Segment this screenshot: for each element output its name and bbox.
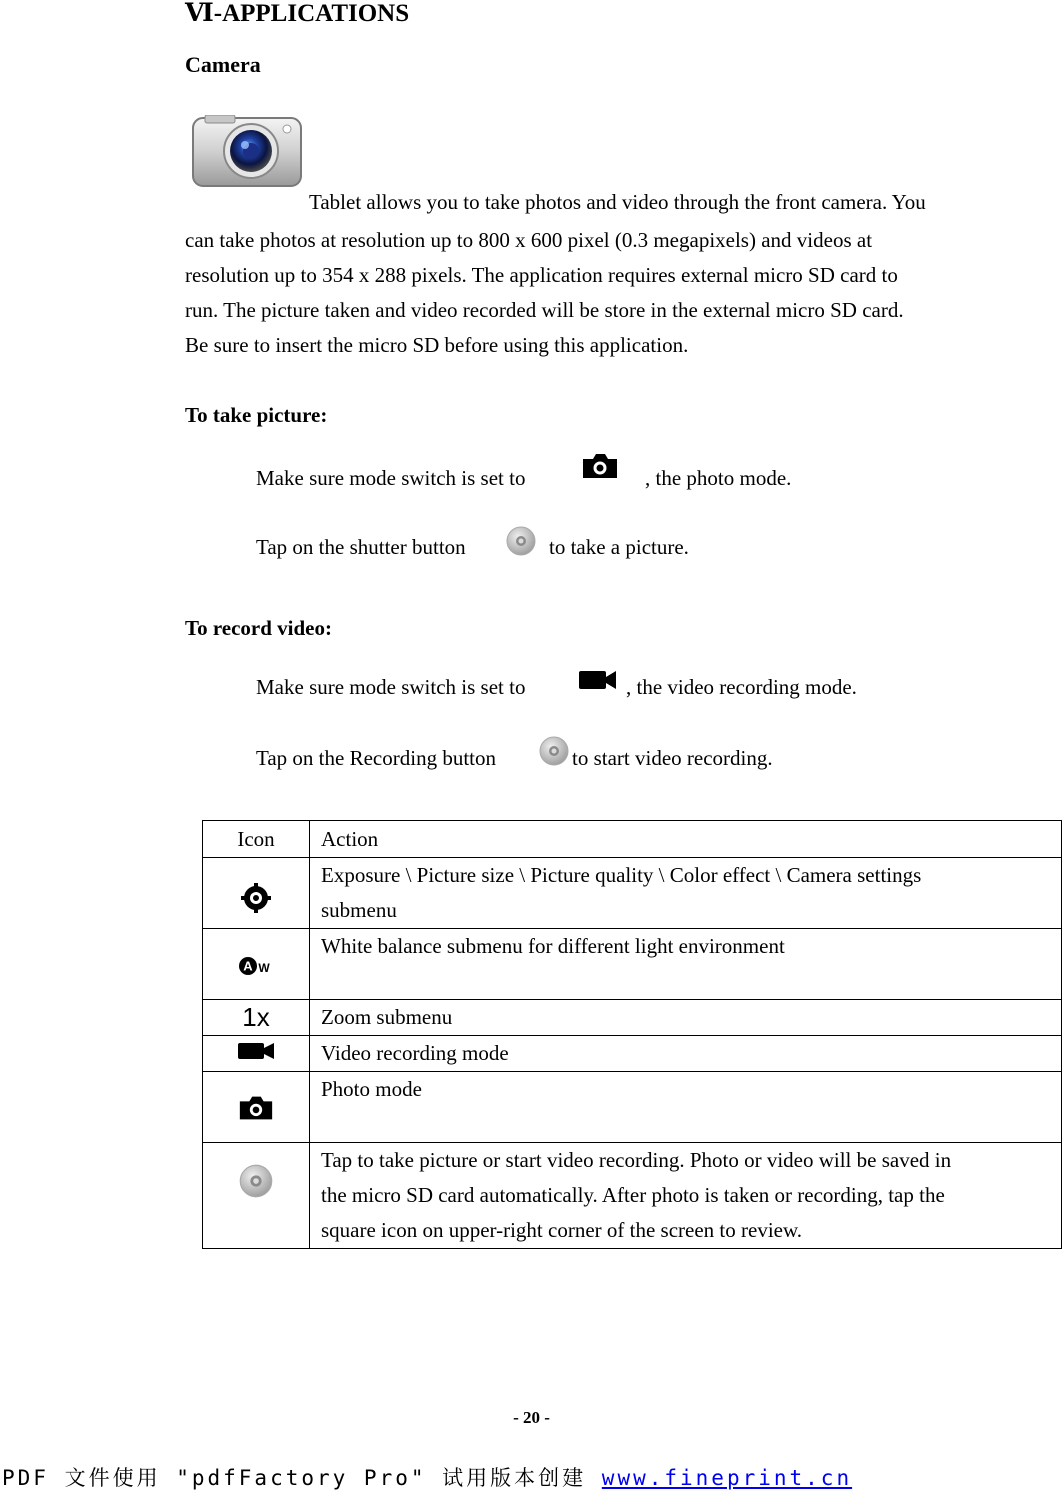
recording-button-icon	[538, 735, 570, 767]
table-row	[203, 1072, 1062, 1143]
icon-cell	[203, 1072, 310, 1143]
section-title: Camera	[185, 52, 261, 77]
shutter-button-icon	[505, 525, 537, 557]
action-text-line: Exposure \ Picture size \ Picture quality \ Color effect \ Camera settings	[321, 863, 922, 887]
photo-camera-icon	[580, 452, 620, 480]
intro-line-1: Tablet allows you to take photos and video through the front camera. You	[309, 190, 926, 214]
action-text-line: Video recording mode	[321, 1041, 509, 1065]
footer-text: PDF 文件使用 "pdfFactory Pro" 试用版本创建	[2, 1466, 602, 1490]
action-text-line: square icon on upper-right corner of the screen to review.	[321, 1218, 803, 1242]
table-row	[203, 1000, 1062, 1036]
action-cell	[310, 858, 1062, 929]
table-row	[203, 1036, 1062, 1072]
page-number: - 20 -	[513, 1408, 550, 1427]
camera-app-icon	[191, 115, 303, 189]
svg-text:W: W	[258, 961, 270, 975]
shutter-button-icon	[238, 1163, 274, 1199]
table-header-row	[203, 821, 1062, 858]
video-step-2-text: Tap on the Recording button	[256, 746, 496, 770]
icon-cell	[203, 1036, 310, 1072]
picture-step-1-suffix: , the photo mode.	[645, 466, 792, 490]
record-video-title: To record video:	[185, 616, 332, 640]
action-cell	[310, 1036, 1062, 1072]
action-cell	[310, 929, 1062, 1000]
action-text-line: White balance submenu for different light environment	[321, 934, 785, 958]
white-balance-auto-icon	[236, 953, 276, 979]
table-row	[203, 1143, 1062, 1249]
video-step-1-text: Make sure mode switch is set to	[256, 675, 526, 699]
take-picture-title: To take picture:	[185, 403, 328, 427]
intro-line-4: run. The picture taken and video recorded will be store in the external micro SD card.	[185, 298, 904, 322]
photo-camera-icon	[237, 1094, 275, 1122]
action-cell	[310, 1143, 1062, 1249]
video-camera-icon	[237, 1041, 275, 1061]
video-camera-icon	[578, 668, 618, 692]
settings-gear-icon	[240, 882, 272, 914]
footer-link[interactable]: www.fineprint.cn	[601, 1466, 853, 1490]
intro-line-2: can take photos at resolution up to 800 x 600 pixel (0.3 megapixels) and videos at	[185, 228, 873, 252]
intro-line-5: Be sure to insert the micro SD before using this application.	[185, 333, 689, 357]
intro-line-3: resolution up to 354 x 288 pixels. The application requires external micro SD card to	[185, 263, 898, 287]
table-row	[203, 858, 1062, 929]
page-heading: Ⅵ-APPLICATIONS	[185, 0, 410, 27]
action-text-line: Photo mode	[321, 1077, 422, 1101]
icon-cell	[203, 929, 310, 1000]
action-text-line: Tap to take picture or start video recording. Photo or video will be saved in	[321, 1148, 952, 1172]
header-icon: Icon	[203, 821, 310, 858]
header-action: Action	[310, 821, 1062, 858]
icon-action-table	[202, 820, 1062, 1249]
action-text-line: submenu	[321, 898, 397, 922]
action-text-line: the micro SD card automatically. After photo is taken or recording, tap the	[321, 1183, 945, 1207]
pdf-footer	[2, 1462, 852, 1492]
action-cell	[310, 1000, 1062, 1036]
picture-step-2-suffix: to take a picture.	[549, 535, 689, 559]
icon-cell	[203, 858, 310, 929]
zoom-icon: 1x	[203, 1000, 310, 1036]
picture-step-1-text: Make sure mode switch is set to	[256, 466, 526, 490]
video-step-2-suffix: to start video recording.	[572, 746, 773, 770]
picture-step-2-text: Tap on the shutter button	[256, 535, 466, 559]
svg-text:A: A	[243, 958, 253, 974]
action-cell	[310, 1072, 1062, 1143]
table-row	[203, 929, 1062, 1000]
action-text-line: Zoom submenu	[321, 1005, 453, 1029]
icon-cell	[203, 1143, 310, 1249]
video-step-1-suffix: , the video recording mode.	[626, 675, 857, 699]
